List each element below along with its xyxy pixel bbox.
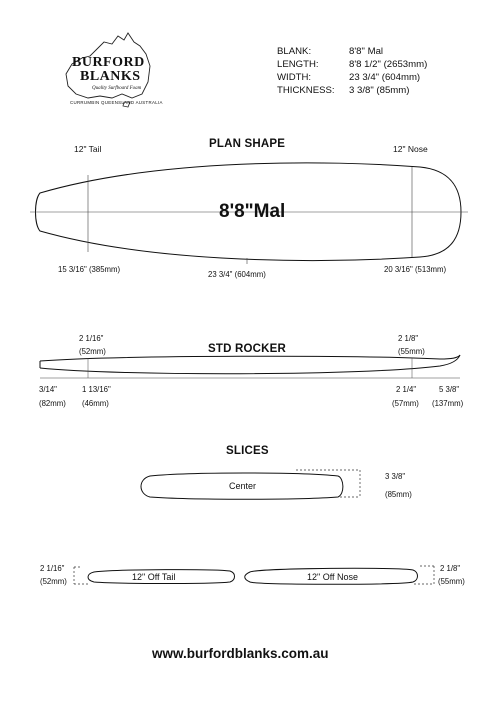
rocker-top-nose-mm: (55mm) [398,347,425,356]
center-width-label: 23 3/4" (604mm) [208,270,266,279]
tail-slice-label: 12" Off Tail [132,572,176,582]
center-thick-in: 3 3/8" [385,472,406,481]
spec-value-thickness: 3 3/8" (85mm) [349,85,410,96]
nose-width-label: 20 3/16" (513mm) [384,265,447,274]
website-link[interactable]: www.burfordblanks.com.au [152,646,329,661]
rocker-nose12-mm: (57mm) [392,399,419,408]
logo-line2: BLANKS [80,69,141,84]
nose-thick-in: 2 1/8" [440,564,461,573]
spec-label-blank: BLANK: [277,46,312,57]
tail-thick-mm: (52mm) [40,577,67,586]
nose-thick-mm: (55mm) [438,577,465,586]
rocker-tail12-mm: (46mm) [82,399,109,408]
logo-tagline: Quality Surfboard Foam [92,86,142,91]
spec-label-thickness: THICKNESS: [277,85,335,96]
spec-label-width: WIDTH: [277,72,312,83]
rocker-top-tail-mm: (52mm) [79,347,106,356]
rocker-top-tail-in: 2 1/16" [79,334,104,343]
spec-value-blank: 8'8" Mal [349,46,384,57]
rocker-nose-in: 5 3/8" [439,385,460,394]
rocker-title: STD ROCKER [208,343,287,355]
tail-thick-in: 2 1/16" [40,564,65,573]
center-slice-label: Center [229,481,257,491]
plan-shape-title: PLAN SHAPE [209,138,286,150]
logo-line1: BURFORD [72,55,145,70]
center-thick-mm: (85mm) [385,490,412,499]
slices-title: SLICES [226,445,269,457]
rocker-tail-in: 3/14" [39,385,57,394]
spec-value-length: 8'8 1/2" (2653mm) [349,59,428,70]
spec-label-length: LENGTH: [277,59,319,70]
rocker-tail-mm: (82mm) [39,399,66,408]
rocker-top-nose-in: 2 1/8" [398,334,419,343]
rocker-nose12-in: 2 1/4" [396,385,417,394]
nose-slice-label: 12" Off Nose [307,572,359,582]
tail-width-label: 15 3/16" (385mm) [58,265,121,274]
board-name: 8'8"Mal [219,201,286,222]
rocker-nose-mm: (137mm) [432,399,464,408]
logo-location: CURRUMBIN QUEENSLAND AUSTRALIA [70,100,163,105]
spec-value-width: 23 3/4" (604mm) [349,72,421,83]
nose-marker-label: 12" Nose [393,144,428,154]
tail-marker-label: 12" Tail [74,144,102,154]
rocker-tail12-in: 1 13/16" [82,385,111,394]
